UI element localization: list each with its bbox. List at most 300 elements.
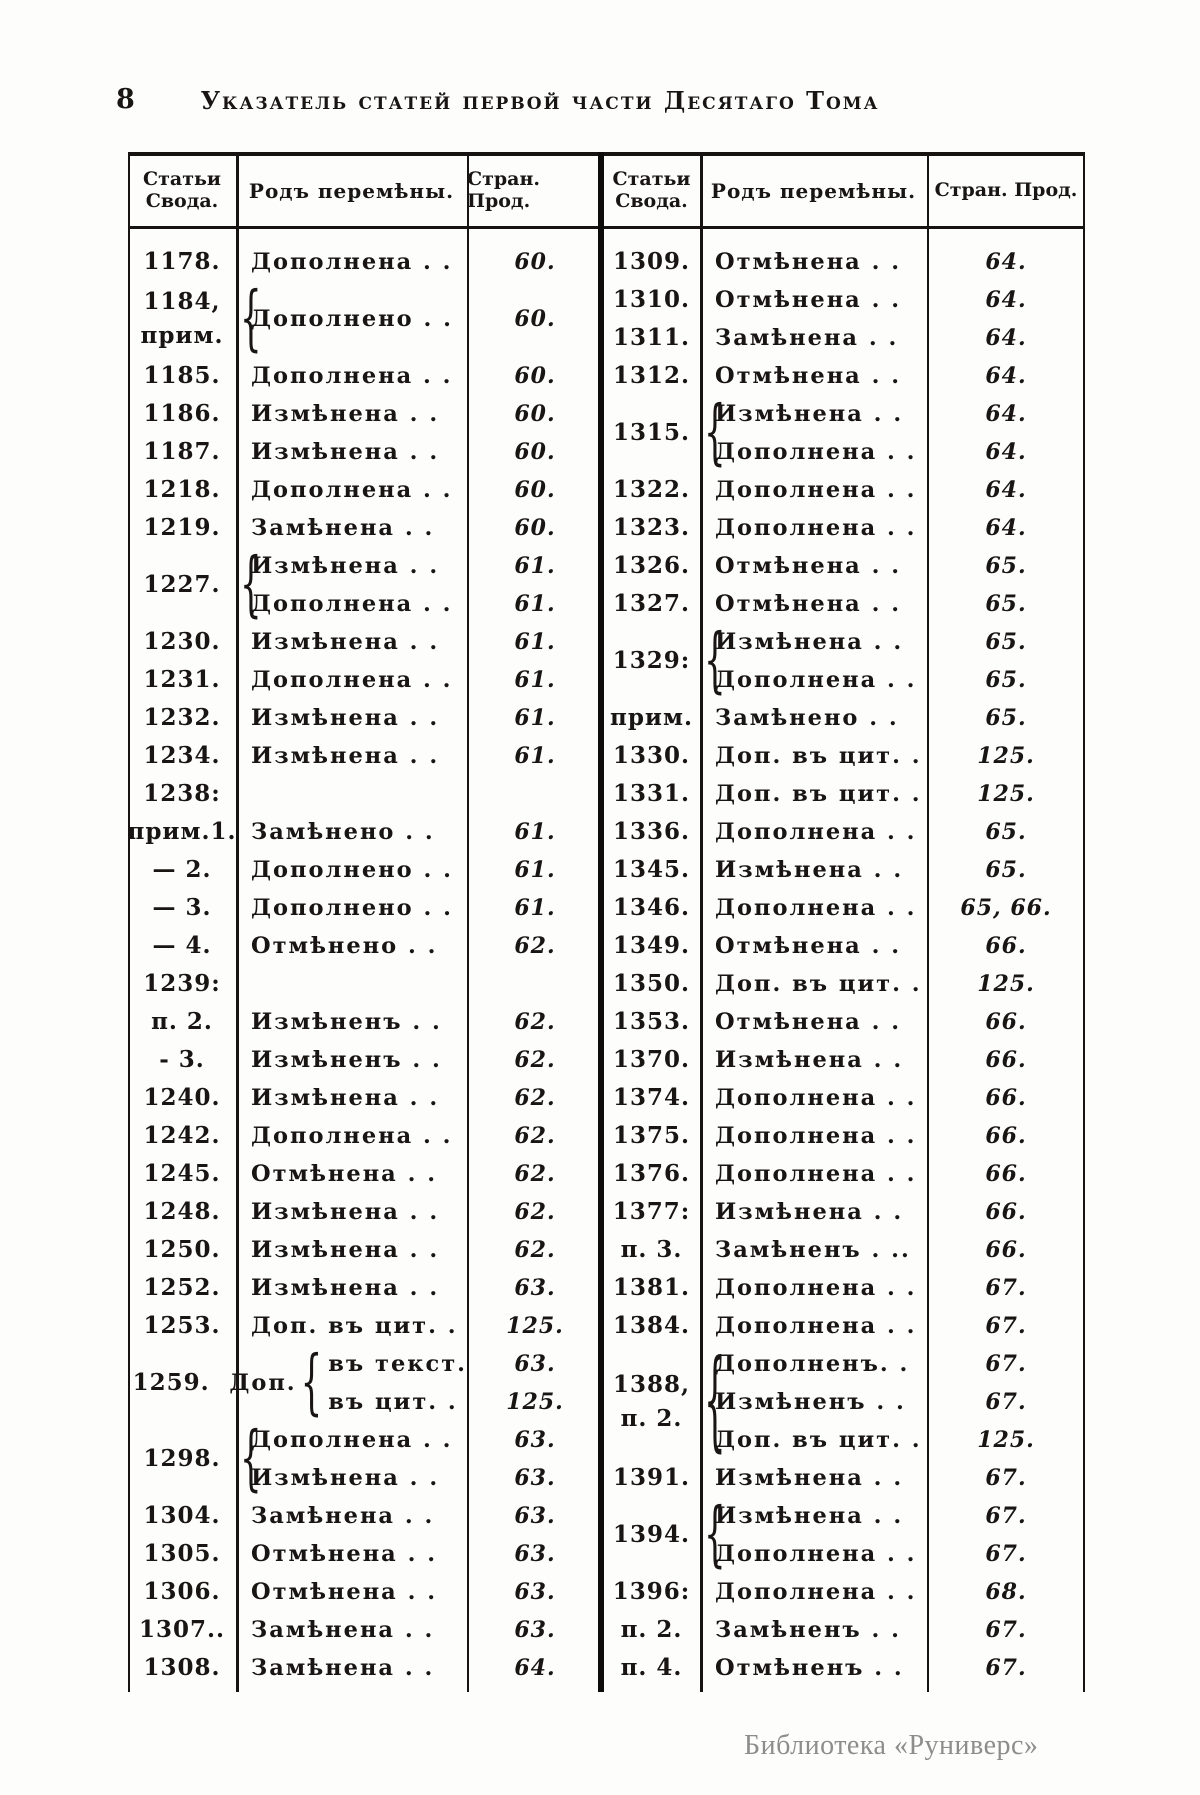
action-cell: [236, 1497, 603, 1535]
article-cell: [603, 851, 700, 889]
page-ref: 64.: [985, 324, 1027, 351]
action-cell: [700, 585, 1085, 623]
action-line: [700, 433, 1085, 471]
action-label: Доп. въ цит. .: [715, 970, 922, 997]
action-line: [236, 889, 603, 927]
page-ref: 66.: [985, 1198, 1027, 1225]
page-ref: 64.: [985, 248, 1027, 275]
article-line: 1346.: [612, 893, 691, 921]
page-ref: 63.: [514, 1350, 556, 1377]
table-row: [128, 775, 603, 813]
action-lines: [700, 1492, 1085, 1577]
article-line: 1322.: [612, 475, 691, 503]
action-cell: [700, 851, 1085, 889]
article-cell: [128, 357, 236, 395]
action-label: Дополнена . .: [715, 1122, 917, 1149]
action-line: [236, 1497, 603, 1535]
article-cell: [128, 1155, 236, 1193]
article-line: 1239:: [143, 969, 221, 997]
page-ref: 60.: [514, 305, 556, 332]
action-line: [236, 1611, 603, 1649]
action-cell: [700, 1573, 1085, 1611]
page-ref: 61.: [514, 742, 556, 769]
page-ref: 60.: [514, 438, 556, 465]
action-lines: [700, 1003, 1085, 1041]
action-lines: [236, 1611, 603, 1649]
brace-glyph: {: [704, 618, 726, 703]
article-cell: [128, 1573, 236, 1611]
page-ref: 125.: [977, 1426, 1035, 1453]
action-cell: [700, 737, 1085, 775]
article-cell: [128, 1497, 236, 1535]
page-ref: 67.: [985, 1502, 1027, 1529]
table-row: [603, 1611, 1085, 1649]
article-line: 1310.: [612, 285, 691, 313]
action-line: [236, 1117, 603, 1155]
action-lines: [700, 965, 1085, 1003]
action-lines: [700, 775, 1085, 813]
page-ref: 62.: [514, 1008, 556, 1035]
table-row: [603, 1079, 1085, 1117]
article-cell: [603, 927, 700, 965]
action-lines: [324, 1345, 603, 1421]
article-line: — 4.: [152, 931, 212, 959]
action-lines: [236, 1155, 603, 1193]
page-ref: 63.: [514, 1502, 556, 1529]
action-line: [236, 1573, 603, 1611]
table-row: [128, 1535, 603, 1573]
header-kind-col-right: Родъ перемѣны.: [710, 178, 917, 203]
article-cell: [603, 395, 700, 471]
table-row: [603, 1337, 1085, 1466]
action-line: [700, 281, 1085, 319]
action-cell: [700, 927, 1085, 965]
page-ref: 62.: [514, 1046, 556, 1073]
action-label: Дополнена . .: [251, 590, 453, 617]
action-lines: [700, 927, 1085, 965]
page-ref: 125.: [977, 742, 1035, 769]
header-page-col-left: Стран. Прод.: [467, 168, 541, 212]
action-line: [236, 851, 603, 889]
table-row: [603, 585, 1085, 623]
action-line: [700, 1117, 1085, 1155]
action-label: Дополнена . .: [715, 666, 917, 693]
action-label: Измѣнена . .: [251, 1464, 440, 1491]
article-cell: [128, 1269, 236, 1307]
table-row: [128, 1649, 603, 1687]
article-cell: [128, 281, 236, 357]
action-line: [236, 243, 603, 281]
table-row: [128, 471, 603, 509]
action-label: Отмѣнена . .: [715, 248, 902, 275]
page-ref: 64.: [985, 514, 1027, 541]
action-lines: [236, 1231, 603, 1269]
brace-glyph: {: [300, 1340, 323, 1425]
table-row: [128, 1416, 603, 1501]
header-article-line1: Статьи: [612, 168, 691, 191]
action-lines: [236, 433, 603, 471]
action-cell: [700, 509, 1085, 547]
action-cell: [700, 1337, 1085, 1466]
action-cell: [700, 1649, 1085, 1687]
table-row: [128, 851, 603, 889]
article-line: 1327.: [612, 589, 691, 617]
action-line: [236, 395, 603, 433]
page-ref: 67.: [985, 1350, 1027, 1377]
article-line: — 3.: [152, 893, 212, 921]
action-line: [236, 433, 603, 471]
table-row: [128, 1307, 603, 1345]
action-lines: [700, 699, 1085, 737]
article-line: 1329:: [612, 646, 691, 674]
action-line: [700, 623, 1085, 661]
action-label: Отмѣнена . .: [715, 1008, 902, 1035]
action-line: [236, 965, 603, 1003]
action-cell: [236, 1611, 603, 1649]
page-ref: 63.: [514, 1464, 556, 1491]
article-line: 1219.: [143, 513, 221, 541]
action-lines: [700, 1155, 1085, 1193]
page-ref: 68.: [985, 1578, 1027, 1605]
action-label: Дополнена . .: [715, 1312, 917, 1339]
article-cell: [603, 1649, 700, 1687]
action-lines: [236, 1416, 603, 1501]
page-ref: 61.: [514, 628, 556, 655]
article-line: 1227.: [143, 570, 221, 598]
action-label: Отмѣнена . .: [251, 1578, 438, 1605]
action-cell: [236, 1041, 603, 1079]
page-ref: 66.: [985, 1046, 1027, 1073]
table-row: [603, 813, 1085, 851]
action-label: Замѣненъ . ..: [715, 1236, 911, 1263]
article-cell: [603, 1345, 700, 1459]
action-cell: [700, 1003, 1085, 1041]
action-line: [236, 927, 603, 965]
page-ref: 62.: [514, 1122, 556, 1149]
article-cell: [603, 813, 700, 851]
article-line: 1349.: [612, 931, 691, 959]
action-cell: [236, 889, 603, 927]
action-lines: [236, 699, 603, 737]
article-cell: [128, 1535, 236, 1573]
action-cell: [700, 1155, 1085, 1193]
article-cell: [603, 1231, 700, 1269]
action-label: Измѣнена . .: [715, 1046, 904, 1073]
action-label: Замѣнена . .: [251, 1654, 435, 1681]
article-cell: [603, 319, 700, 357]
page-ref: 65.: [985, 856, 1027, 883]
article-cell: [128, 851, 236, 889]
action-lines: [236, 889, 603, 927]
page-ref: 67.: [985, 1312, 1027, 1339]
page-ref: 67.: [985, 1616, 1027, 1643]
article-line: 1309.: [612, 247, 691, 275]
action-label: Измѣнена . .: [251, 628, 440, 655]
header-article-col-left: [128, 156, 236, 226]
action-lines: [236, 623, 603, 661]
article-line: 1394.: [612, 1520, 691, 1548]
action-prefix-label: Доп.: [229, 1369, 297, 1396]
table-row: [603, 1573, 1085, 1611]
action-label: Отмѣнена . .: [715, 286, 902, 313]
action-cell: [236, 699, 603, 737]
action-lines: [236, 243, 603, 281]
action-label: въ цит. .: [328, 1388, 458, 1415]
page-ref: 66.: [985, 1084, 1027, 1111]
action-cell: [700, 319, 1085, 357]
page-ref: 63.: [514, 1426, 556, 1453]
article-line: 1187.: [143, 437, 221, 465]
action-label: Замѣненъ . .: [715, 1616, 902, 1643]
action-lines: [700, 390, 1085, 475]
action-label: Измѣнена . .: [251, 742, 440, 769]
page-ref: 63.: [514, 1540, 556, 1567]
table-row: [128, 243, 603, 281]
action-line: [236, 623, 603, 661]
article-cell: [603, 547, 700, 585]
article-cell: [603, 471, 700, 509]
action-label: Дополнена . .: [715, 1084, 917, 1111]
action-cell: [236, 623, 603, 661]
article-line: 1307..: [138, 1615, 226, 1643]
action-label: Измѣнена . .: [251, 1274, 440, 1301]
action-line: [236, 699, 603, 737]
page-ref: 66.: [985, 1160, 1027, 1187]
article-line: 1231.: [143, 665, 221, 693]
action-cell: [700, 243, 1085, 281]
action-line: [700, 547, 1085, 585]
table-row: [603, 1155, 1085, 1193]
action-lines: [236, 1535, 603, 1573]
table-row: [128, 623, 603, 661]
article-line: п. 2.: [151, 1007, 213, 1035]
action-label: Дополнена . .: [251, 476, 453, 503]
action-lines: [236, 276, 603, 361]
article-line: 1238:: [143, 779, 221, 807]
article-cell: [128, 927, 236, 965]
action-lines: [700, 737, 1085, 775]
article-line: 1326.: [612, 551, 691, 579]
action-label: Измѣнена . .: [251, 400, 440, 427]
table-row: [603, 737, 1085, 775]
action-cell: [700, 1041, 1085, 1079]
action-line: [700, 927, 1085, 965]
action-lines: [236, 1269, 603, 1307]
action-line: [700, 1307, 1085, 1345]
action-cell: [700, 281, 1085, 319]
action-cell: [700, 1193, 1085, 1231]
action-label: Измѣнена . .: [715, 1502, 904, 1529]
action-line: [700, 319, 1085, 357]
article-cell: [603, 775, 700, 813]
action-line: [700, 1573, 1085, 1611]
action-lines: [700, 1079, 1085, 1117]
article-cell: [128, 813, 236, 851]
action-lines: [700, 509, 1085, 547]
action-line: [236, 1155, 603, 1193]
action-label: Дополнена . .: [715, 1160, 917, 1187]
action-lines: [700, 1231, 1085, 1269]
action-label: Измѣненъ . .: [251, 1008, 442, 1035]
action-lines: [700, 281, 1085, 319]
article-line: 1350.: [612, 969, 691, 997]
article-cell: [128, 509, 236, 547]
action-line: [236, 737, 603, 775]
action-cell: [700, 889, 1085, 927]
page-ref: 62.: [514, 1198, 556, 1225]
article-line: 1376.: [612, 1159, 691, 1187]
action-cell: [236, 542, 603, 627]
action-lines: [700, 1193, 1085, 1231]
action-label: Дополнено . .: [251, 894, 453, 921]
action-label: Дополнено . .: [251, 305, 453, 332]
page-ref: 65.: [985, 666, 1027, 693]
article-line: 1306.: [143, 1577, 221, 1605]
article-line: 1388,: [612, 1370, 691, 1398]
article-cell: [128, 1117, 236, 1155]
page-ref: 60.: [514, 248, 556, 275]
action-line: [700, 1193, 1085, 1231]
article-line: 1384.: [612, 1311, 691, 1339]
article-line: 1248.: [143, 1197, 221, 1225]
action-label: Дополнена . .: [715, 1540, 917, 1567]
action-lines: [700, 618, 1085, 703]
action-lines: [700, 1269, 1085, 1307]
action-label: Измѣнена . .: [251, 438, 440, 465]
page-ref: 62.: [514, 1160, 556, 1187]
action-line: [700, 1079, 1085, 1117]
article-cell: [603, 357, 700, 395]
action-label: въ текст.: [328, 1350, 467, 1377]
page-ref: 67.: [985, 1540, 1027, 1567]
action-cell: [236, 1649, 603, 1687]
article-cell: [128, 965, 236, 1003]
action-label: Дополнена . .: [715, 818, 917, 845]
article-cell: [128, 661, 236, 699]
header-page-col-right: Стран. Прод.: [934, 179, 1078, 202]
article-cell: [603, 1155, 700, 1193]
page-ref: 64.: [514, 1654, 556, 1681]
action-lines: [700, 547, 1085, 585]
table-row: [128, 889, 603, 927]
article-line: — 2.: [152, 855, 212, 883]
article-line: 1240.: [143, 1083, 221, 1111]
table-row: [128, 965, 603, 1003]
action-label: Дополнена . .: [251, 248, 453, 275]
action-line: [236, 357, 603, 395]
action-cell: [700, 775, 1085, 813]
action-cell: [700, 1492, 1085, 1577]
action-cell: [700, 357, 1085, 395]
action-line: [236, 775, 603, 813]
action-line: [236, 1307, 603, 1345]
table-row: [128, 1269, 603, 1307]
table-row: [603, 889, 1085, 927]
action-label: Замѣнена . .: [251, 514, 435, 541]
table-row: [603, 1231, 1085, 1269]
table-row: [128, 1193, 603, 1231]
action-cell: [700, 1117, 1085, 1155]
page-ref: 61.: [514, 894, 556, 921]
article-line: 1186.: [143, 399, 221, 427]
brace-glyph: {: [240, 542, 262, 627]
article-line: 1375.: [612, 1121, 691, 1149]
action-line: [700, 1459, 1085, 1497]
action-cell: [236, 1416, 603, 1501]
action-cell: [236, 243, 603, 281]
article-line: 1304.: [143, 1501, 221, 1529]
action-line: [700, 1231, 1085, 1269]
article-line: 1242.: [143, 1121, 221, 1149]
article-line: 1396:: [612, 1577, 691, 1605]
article-cell: [128, 1193, 236, 1231]
article-cell: [128, 243, 236, 281]
action-line: [236, 813, 603, 851]
action-label: Замѣнена . .: [251, 1616, 435, 1643]
page-ref: 61.: [514, 856, 556, 883]
action-line: [700, 357, 1085, 395]
action-line: [236, 300, 603, 338]
action-label: Замѣнена . .: [251, 1502, 435, 1529]
page-ref: 63.: [514, 1616, 556, 1643]
page-ref: 61.: [514, 666, 556, 693]
action-lines: [700, 319, 1085, 357]
page-ref: 65.: [985, 704, 1027, 731]
table-row: [603, 851, 1085, 889]
action-label: Измѣнена . .: [251, 1084, 440, 1111]
page-ref: 60.: [514, 362, 556, 389]
action-label: Отмѣнена . .: [715, 590, 902, 617]
table-row: [128, 276, 603, 361]
action-lines: [236, 1649, 603, 1687]
action-cell: [700, 618, 1085, 703]
table-row: [603, 1269, 1085, 1307]
table-row: [128, 699, 603, 737]
page-ref: 64.: [985, 362, 1027, 389]
table-row: [603, 471, 1085, 509]
article-cell: [128, 1421, 236, 1497]
article-line: 1298.: [143, 1444, 221, 1472]
action-lines: [700, 471, 1085, 509]
table-row: [128, 433, 603, 471]
page-ref: 60.: [514, 476, 556, 503]
page-ref: 60.: [514, 400, 556, 427]
action-label: Измѣнена . .: [251, 552, 440, 579]
table-row: [603, 243, 1085, 281]
action-label: Измѣнена . .: [715, 1198, 904, 1225]
article-cell: [128, 1307, 236, 1345]
article-line: 1178.: [143, 247, 221, 275]
article-cell: [128, 623, 236, 661]
action-cell: [214, 1340, 603, 1425]
page-ref: 66.: [985, 932, 1027, 959]
action-label: Доп. въ цит. .: [715, 742, 922, 769]
page-ref: 64.: [985, 438, 1027, 465]
action-lines: [236, 1041, 603, 1079]
article-line: 1377:: [612, 1197, 691, 1225]
action-cell: [236, 775, 603, 813]
action-label: Измѣненъ . .: [251, 1046, 442, 1073]
article-cell: [128, 471, 236, 509]
page-ref: 65, 66.: [960, 894, 1052, 921]
article-line: п. 2.: [620, 1615, 683, 1643]
table-body: [128, 229, 1085, 1687]
article-cell: [603, 1117, 700, 1155]
action-lines: [700, 1307, 1085, 1345]
action-lines: [236, 737, 603, 775]
article-cell: [603, 1459, 700, 1497]
header-article-line1: Статьи: [143, 168, 221, 191]
